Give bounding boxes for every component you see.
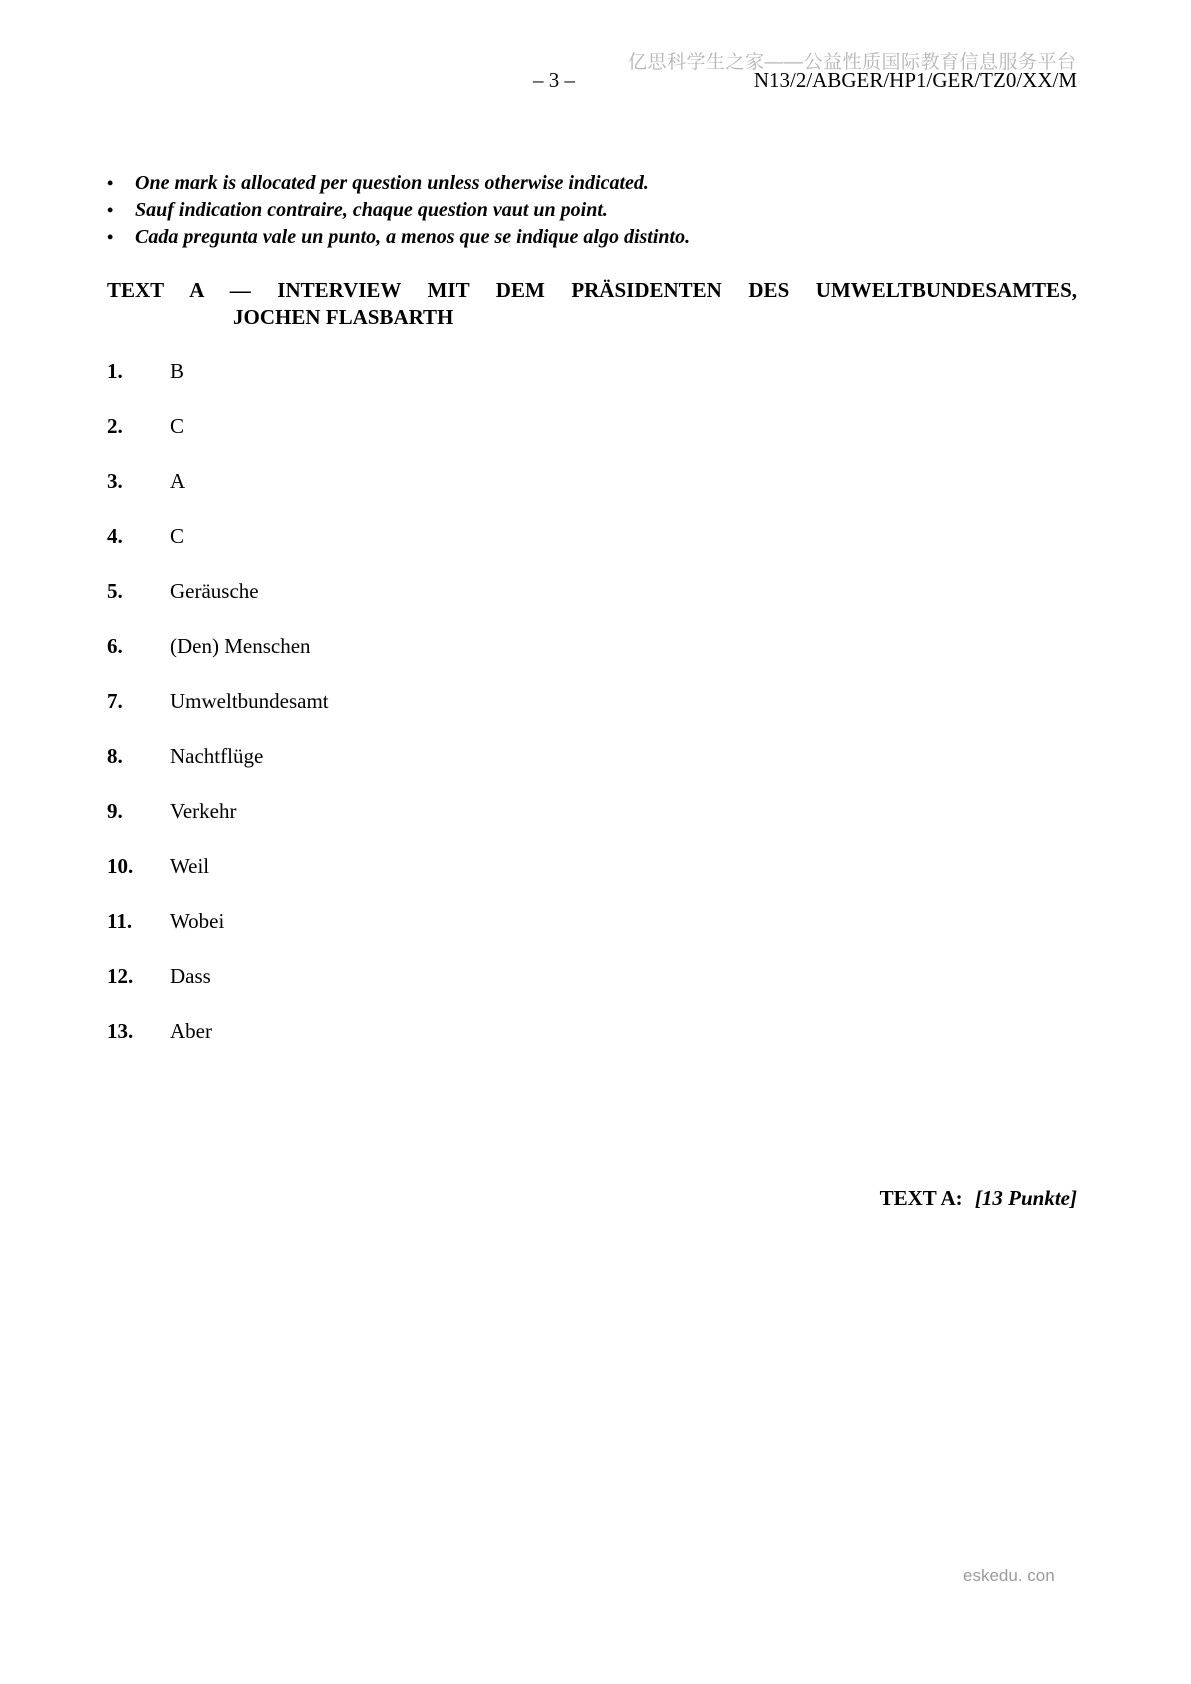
instruction-text: Sauf indication contraire, chaque question vaut un point. (135, 199, 608, 221)
instruction-item (107, 224, 1077, 251)
total-label: TEXT A: (879, 1186, 963, 1210)
answer-text: Nachtflüge (170, 744, 264, 768)
answer-row (107, 470, 1077, 493)
answer-number: 10. (107, 854, 134, 878)
answer-number: 2. (107, 414, 123, 438)
answer-row (107, 360, 1077, 383)
paper-code: N13/2/ABGER/HP1/GER/TZ0/XX/M (753, 68, 1077, 92)
answer-number: 1. (107, 359, 123, 383)
total-points-line (107, 1186, 1077, 1211)
answer-row (107, 415, 1077, 438)
section-heading-line2: JOCHEN FLASBARTH (233, 305, 454, 329)
answer-number: 11. (107, 909, 133, 933)
answer-text: Geräusche (170, 579, 259, 603)
answer-number: 13. (107, 1019, 134, 1043)
answer-number: 7. (107, 689, 123, 713)
answer-text: A (170, 469, 186, 493)
answer-row (107, 745, 1077, 768)
bullet-icon: • (107, 173, 114, 193)
bullet-icon: • (107, 200, 114, 220)
answer-text: B (170, 359, 185, 383)
instruction-item (107, 197, 1077, 224)
answer-number: 6. (107, 634, 123, 658)
section-heading (107, 277, 1077, 331)
answer-text: C (170, 414, 185, 438)
answer-number: 3. (107, 469, 123, 493)
instruction-text: One mark is allocated per question unless otherwise indicated. (135, 172, 649, 194)
answer-row (107, 910, 1077, 933)
bullet-icon: • (107, 227, 114, 247)
section-heading-line1: TEXT A — INTERVIEW MIT DEM PRÄSIDENTEN DES UMWELTBUNDESAMTES, (107, 278, 1077, 302)
page-number: – 3 – (533, 68, 575, 92)
answers-list (107, 360, 1077, 1075)
answer-number: 5. (107, 579, 123, 603)
answer-row (107, 580, 1077, 603)
instruction-text: Cada pregunta vale un punto, a menos que se indique algo distinto. (135, 226, 691, 248)
answer-text: Wobei (170, 909, 225, 933)
answer-row (107, 635, 1077, 658)
answer-number: 8. (107, 744, 123, 768)
answer-text: Verkehr (170, 799, 237, 823)
answer-number: 9. (107, 799, 123, 823)
header-watermark: 亿思科学生之家——公益性质国际教育信息服务平台 (628, 52, 1077, 73)
answer-row (107, 525, 1077, 548)
instruction-item (107, 170, 1077, 197)
footer-watermark: eskedu. con (963, 1566, 1055, 1585)
answer-number: 12. (107, 964, 134, 988)
answer-row (107, 1020, 1077, 1043)
answer-row (107, 690, 1077, 713)
answer-text: C (170, 524, 185, 548)
answer-text: (Den) Menschen (170, 634, 311, 658)
answer-row (107, 965, 1077, 988)
answer-number: 4. (107, 524, 123, 548)
answer-row (107, 855, 1077, 878)
answer-text: Aber (170, 1019, 212, 1043)
answer-text: Dass (170, 964, 211, 988)
total-points: [13 Punkte] (974, 1186, 1077, 1210)
answer-row (107, 800, 1077, 823)
instructions-list (107, 170, 1077, 251)
page-header (0, 68, 1191, 94)
answer-text: Umweltbundesamt (170, 689, 329, 713)
answer-text: Weil (170, 854, 210, 878)
